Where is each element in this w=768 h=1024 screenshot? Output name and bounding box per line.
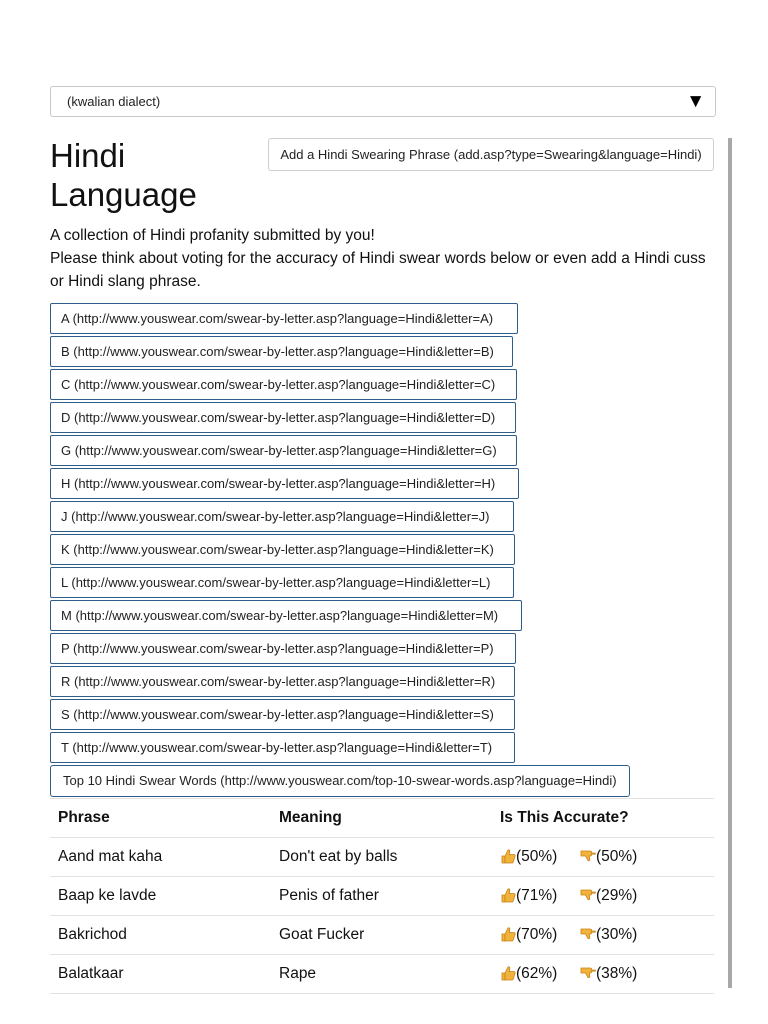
letter-link[interactable]: B (http://www.youswear.com/swear-by-letter.asp?language=Hindi&letter=B) xyxy=(50,336,513,367)
meaning-cell: Penis of father xyxy=(271,877,492,916)
table-header-row xyxy=(50,799,714,838)
meaning-cell: Rape xyxy=(271,955,492,994)
intro-line: Please think about voting for the accuracy of Hindi swear words below or even add a Hindi cuss or Hindi slang phrase. xyxy=(50,250,706,290)
vote-up-percent: (70%) xyxy=(516,926,558,943)
letter-link[interactable]: D (http://www.youswear.com/swear-by-letter.asp?language=Hindi&letter=D) xyxy=(50,402,516,433)
vote-down-percent: (50%) xyxy=(596,848,638,865)
top10-link[interactable]: Top 10 Hindi Swear Words (http://www.youswear.com/top-10-swear-words.asp?language=Hindi) xyxy=(50,765,630,797)
thumbs-up-icon[interactable] xyxy=(500,848,516,864)
vote-up-percent: (71%) xyxy=(516,887,558,904)
letter-link[interactable]: G (http://www.youswear.com/swear-by-letter.asp?language=Hindi&letter=G) xyxy=(50,435,517,466)
vote-up[interactable] xyxy=(500,926,580,944)
vote-up-percent: (62%) xyxy=(516,965,558,982)
vote-down[interactable] xyxy=(580,965,660,983)
letter-link[interactable]: T (http://www.youswear.com/swear-by-letter.asp?language=Hindi&letter=T) xyxy=(50,732,515,763)
intro-text xyxy=(50,224,710,293)
accuracy-cell xyxy=(492,916,714,955)
dropdown-arrow-icon[interactable]: ▼ xyxy=(686,91,705,112)
meaning-cell: Don't eat by balls xyxy=(271,838,492,877)
vote-down-percent: (38%) xyxy=(596,965,638,982)
vote-up[interactable] xyxy=(500,965,580,983)
vote-up[interactable] xyxy=(500,887,580,905)
letter-link[interactable]: S (http://www.youswear.com/swear-by-letter.asp?language=Hindi&letter=S) xyxy=(50,699,515,730)
table-row xyxy=(50,916,714,955)
vote-up-percent: (50%) xyxy=(516,848,558,865)
letter-link[interactable]: H (http://www.youswear.com/swear-by-letter.asp?language=Hindi&letter=H) xyxy=(50,468,519,499)
column-header-accuracy: Is This Accurate? xyxy=(492,799,714,838)
thumbs-up-icon[interactable] xyxy=(500,887,516,903)
letter-link[interactable]: P (http://www.youswear.com/swear-by-letter.asp?language=Hindi&letter=P) xyxy=(50,633,516,664)
accuracy-cell xyxy=(492,955,714,994)
thumbs-up-icon[interactable] xyxy=(500,926,516,942)
accuracy-cell xyxy=(492,838,714,877)
thumbs-down-icon[interactable] xyxy=(580,887,596,903)
thumbs-down-icon[interactable] xyxy=(580,926,596,942)
letter-link[interactable]: A (http://www.youswear.com/swear-by-letter.asp?language=Hindi&letter=A) xyxy=(50,303,518,334)
vote-down[interactable] xyxy=(580,887,660,905)
table-row xyxy=(50,877,714,916)
vote-up[interactable] xyxy=(500,848,580,866)
column-header-phrase: Phrase xyxy=(50,799,271,838)
letter-link[interactable]: C (http://www.youswear.com/swear-by-letter.asp?language=Hindi&letter=C) xyxy=(50,369,517,400)
thumbs-down-icon[interactable] xyxy=(580,848,596,864)
table-row xyxy=(50,955,714,994)
vote-down[interactable] xyxy=(580,848,660,866)
add-phrase-button[interactable]: Add a Hindi Swearing Phrase (add.asp?type=Swearing&language=Hindi) xyxy=(268,138,714,171)
phrase-cell: Baap ke lavde xyxy=(50,877,271,916)
intro-line: A collection of Hindi profanity submitted by you! xyxy=(50,227,375,244)
scrollbar[interactable] xyxy=(728,138,732,988)
accuracy-cell xyxy=(492,877,714,916)
phrase-cell: Balatkaar xyxy=(50,955,271,994)
dialect-select-value: (kwalian dialect) xyxy=(67,94,161,109)
table-row xyxy=(50,838,714,877)
letter-link[interactable]: J (http://www.youswear.com/swear-by-letter.asp?language=Hindi&letter=J) xyxy=(50,501,514,532)
phrases-table xyxy=(50,798,714,994)
letter-link[interactable]: M (http://www.youswear.com/swear-by-letter.asp?language=Hindi&letter=M) xyxy=(50,600,522,631)
vote-down-percent: (29%) xyxy=(596,887,638,904)
letter-link[interactable]: L (http://www.youswear.com/swear-by-letter.asp?language=Hindi&letter=L) xyxy=(50,567,514,598)
vote-down-percent: (30%) xyxy=(596,926,638,943)
letter-link[interactable]: R (http://www.youswear.com/swear-by-letter.asp?language=Hindi&letter=R) xyxy=(50,666,515,697)
page-title: Hindi Language xyxy=(50,137,197,213)
phrase-cell: Bakrichod xyxy=(50,916,271,955)
letter-link[interactable]: K (http://www.youswear.com/swear-by-letter.asp?language=Hindi&letter=K) xyxy=(50,534,515,565)
thumbs-up-icon[interactable] xyxy=(500,965,516,981)
phrase-cell: Aand mat kaha xyxy=(50,838,271,877)
dialect-select[interactable] xyxy=(50,86,716,117)
meaning-cell: Goat Fucker xyxy=(271,916,492,955)
vote-down[interactable] xyxy=(580,926,660,944)
column-header-meaning: Meaning xyxy=(271,799,492,838)
thumbs-down-icon[interactable] xyxy=(580,965,596,981)
